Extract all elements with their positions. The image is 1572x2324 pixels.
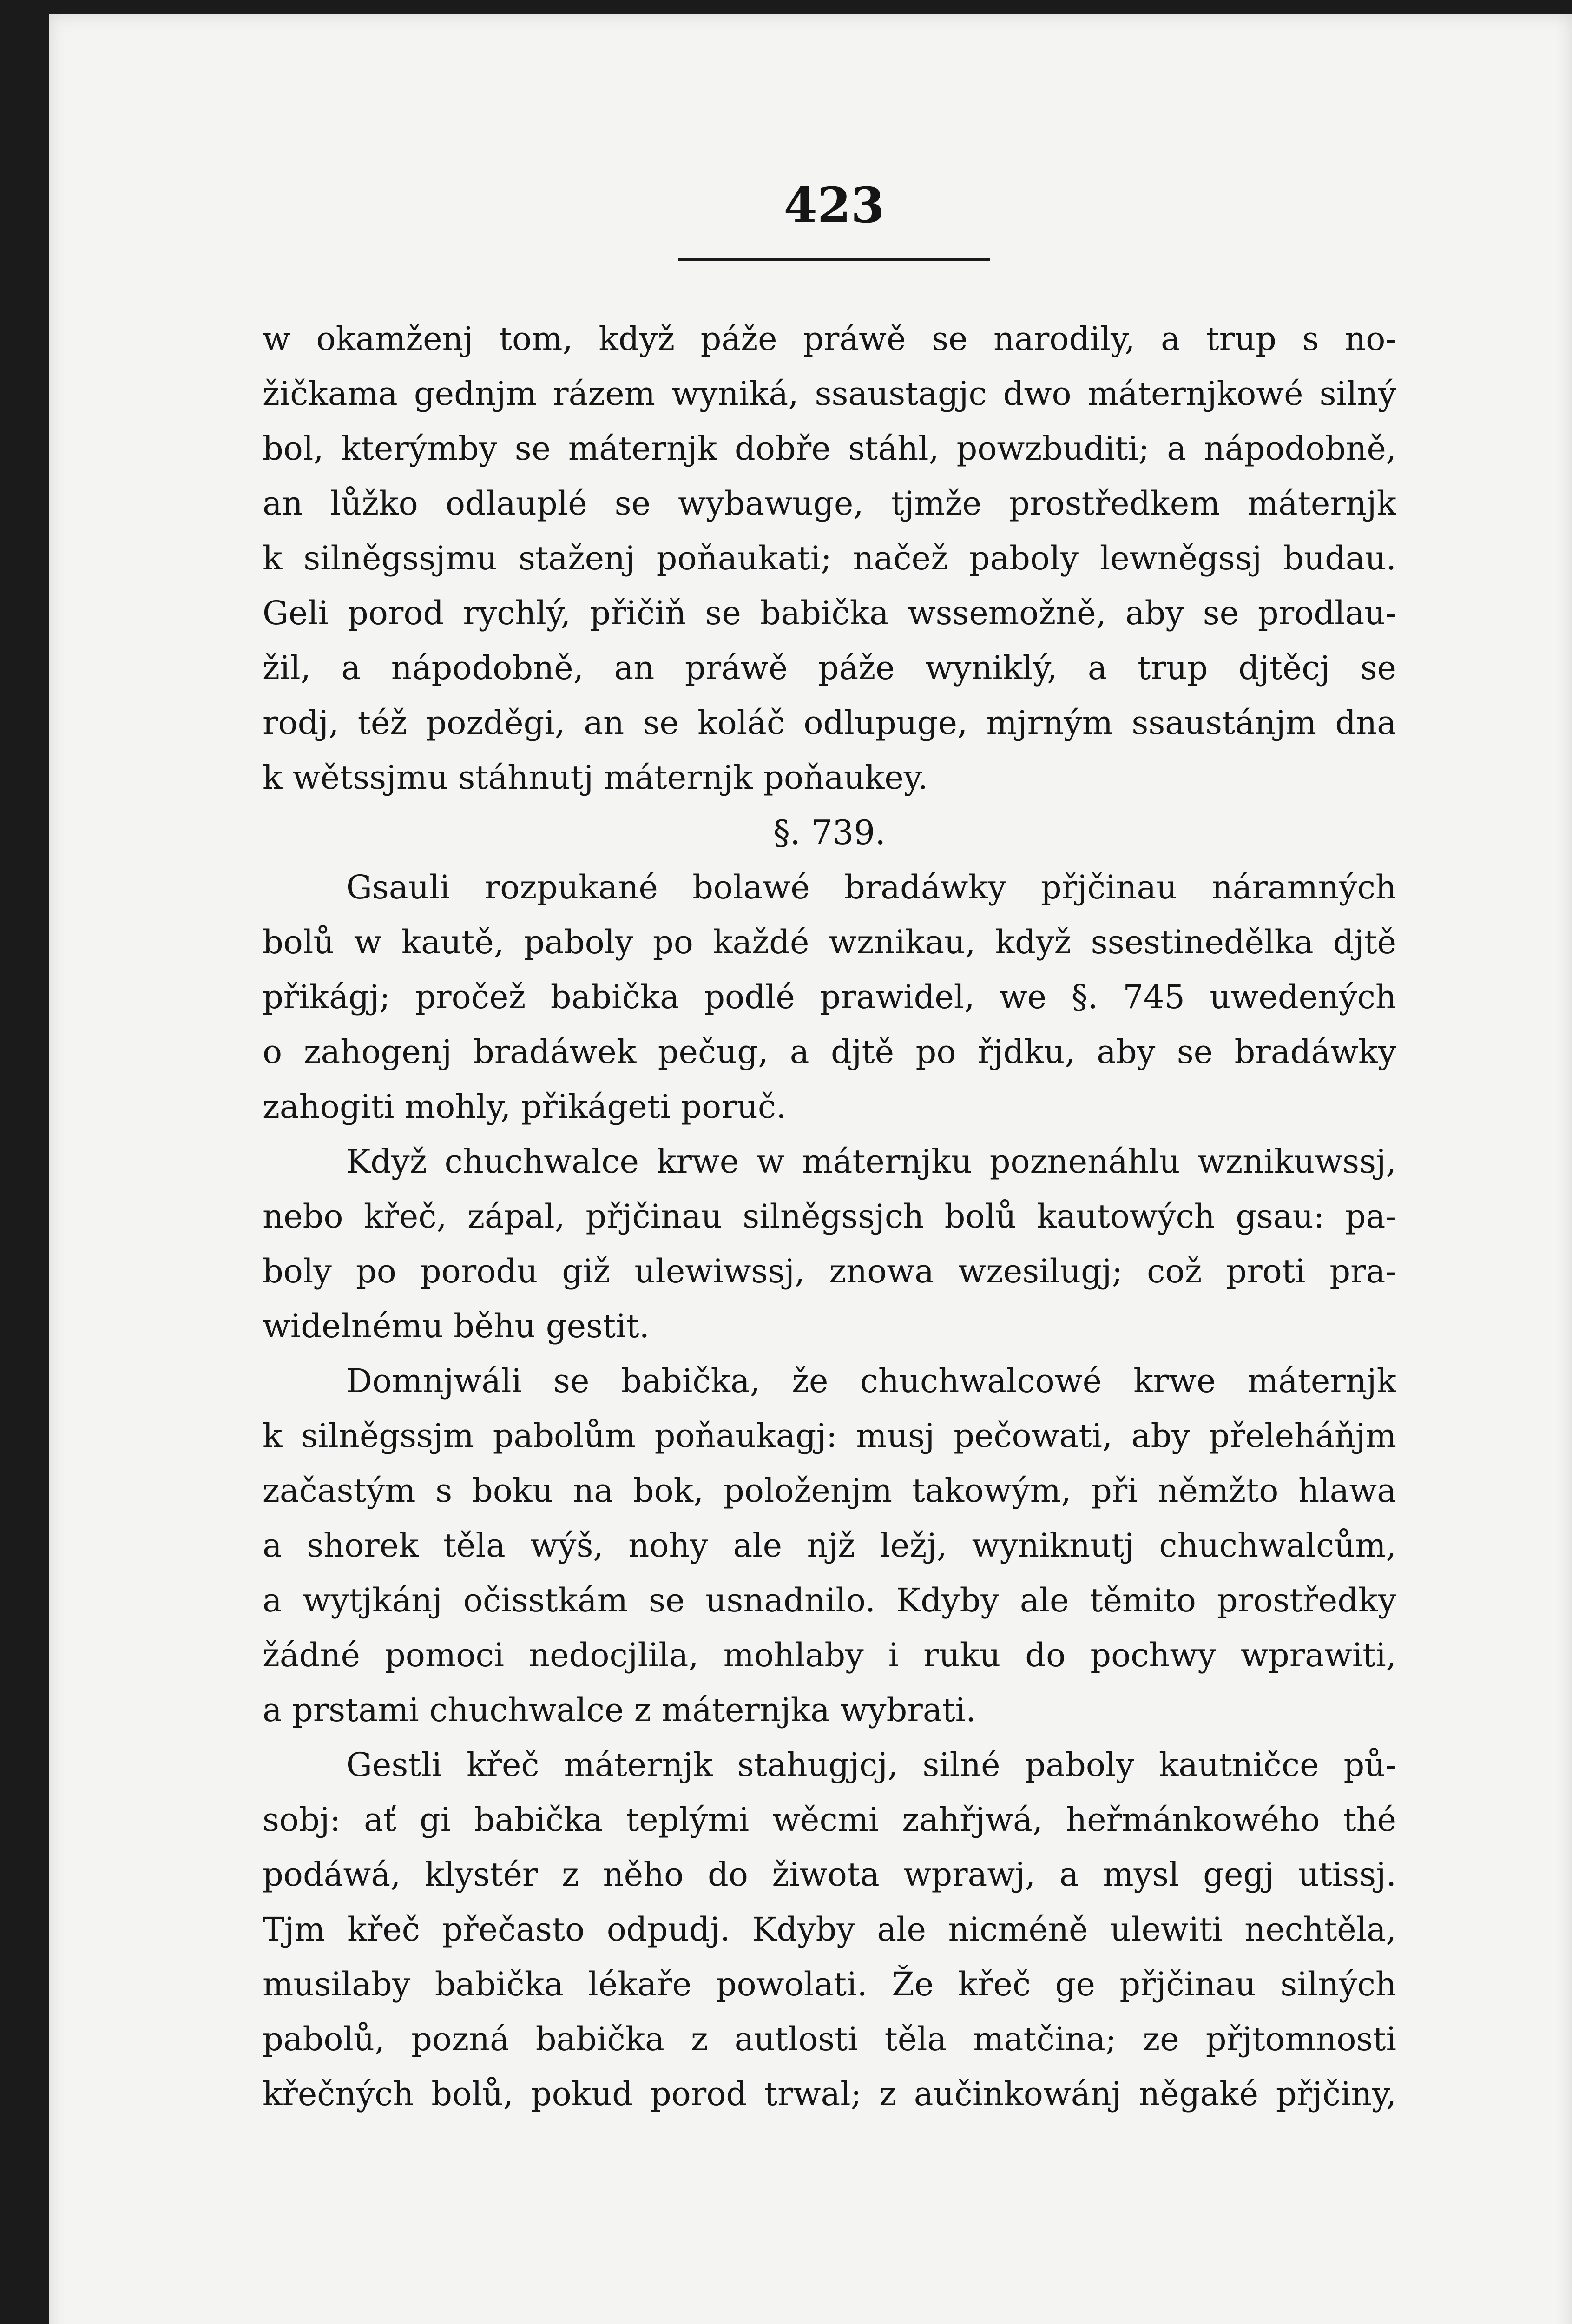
text-line: nebo křeč, zápal, přjčinau silněgssjch bolů kautowých gsau: pa- bbox=[263, 1197, 1396, 1235]
text-line: pabolů, pozná babička z autlosti těla matčina; ze přjtomnosti bbox=[263, 2020, 1396, 2058]
text-line: k silněgssjmu staženj poňaukati; načež paboly lewněgssj budau. bbox=[263, 539, 1396, 577]
text-line: w okamženj tom, když páže práwě se narodily, a trup s no- bbox=[263, 320, 1396, 358]
text-line: přikágj; pročež babička podlé prawidel, we §. 745 uwedených bbox=[263, 978, 1396, 1016]
text-line: žičkama gednjm rázem wyniká, ssaustagjc dwo máternjkowé silný bbox=[263, 375, 1396, 413]
text-line: k wětssjmu stáhnutj máternjk poňaukey. bbox=[263, 759, 928, 797]
text-line: an lůžko odlauplé se wybawuge, tjmže prostředkem máternjk bbox=[263, 484, 1396, 522]
text-line: Geli porod rychlý, přičiň se babička wssemožně, aby se prodlau- bbox=[263, 594, 1396, 632]
text-line: rodj, též pozděgi, an se koláč odlupuge, mjrným ssaustánjm dna bbox=[263, 704, 1396, 742]
text-line: musilaby babička lékaře powolati. Že křeč ge přjčinau silných bbox=[263, 1965, 1396, 2003]
text-line: křečných bolů, pokud porod trwal; z aučinkowánj něgaké přjčiny, bbox=[263, 2075, 1396, 2113]
body-text bbox=[263, 311, 1396, 2121]
text-line: a shorek těla wýš, nohy ale njž ležj, wyniknutj chuchwalcům, bbox=[263, 1526, 1396, 1565]
header-rule bbox=[678, 258, 990, 261]
text-line: bol, kterýmby se máternjk dobře stáhl, powzbuditi; a nápodobně, bbox=[263, 429, 1396, 468]
text-line: sobj: ať gi babička teplými wěcmi zahřjwá, heřmánkowého thé bbox=[263, 1801, 1396, 1839]
text-line: widelnému běhu gestit. bbox=[263, 1307, 650, 1345]
text-line: zahogiti mohly, přikágeti poruč. bbox=[263, 1088, 787, 1126]
text-line: Domnjwáli se babička, že chuchwalcowé krwe máternjk bbox=[346, 1362, 1396, 1400]
text-line: žádné pomoci nedocjlila, mohlaby i ruku do pochwy wprawiti, bbox=[263, 1636, 1396, 1674]
text-line: Gsauli rozpukané bolawé bradáwky přjčinau náramných bbox=[346, 868, 1396, 906]
text-line: bolů w kautě, paboly po každé wznikau, když ssestinedělka djtě bbox=[263, 923, 1396, 961]
text-line: o zahogenj bradáwek pečug, a djtě po řjdku, aby se bradáwky bbox=[263, 1033, 1396, 1071]
text-line: Tjm křeč přečasto odpudj. Kdyby ale nicméně ulewiti nechtěla, bbox=[263, 1910, 1396, 1948]
text-line: a wytjkánj očisstkám se usnadnilo. Kdyby ale těmito prostředky bbox=[263, 1581, 1396, 1619]
text-line: žil, a nápodobně, an práwě páže wyniklý, a trup djtěcj se bbox=[263, 649, 1396, 687]
page-number: 423 bbox=[783, 177, 885, 234]
text-line: k silněgssjm pabolům poňaukagj: musj pečowati, aby přeleháňjm bbox=[263, 1417, 1396, 1455]
text-line: začastým s boku na bok, položenjm takowým, při němžto hlawa bbox=[263, 1472, 1396, 1510]
section-heading: §. 739. bbox=[773, 813, 886, 852]
text-line: a prstami chuchwalce z máternjka wybrati. bbox=[263, 1691, 976, 1729]
text-line: Když chuchwalce krwe w máternjku poznenáhlu wznikuwssj, bbox=[346, 1142, 1396, 1181]
book-page bbox=[49, 14, 1572, 2324]
text-line: Gestli křeč máternjk stahugjcj, silné paboly kautničce pů- bbox=[346, 1746, 1396, 1784]
text-line: podáwá, klystér z něho do žiwota wprawj, a mysl gegj utissj. bbox=[263, 1855, 1396, 1894]
text-line: boly po porodu giž ulewiwssj, znowa wzesilugj; což proti pra- bbox=[263, 1252, 1396, 1290]
